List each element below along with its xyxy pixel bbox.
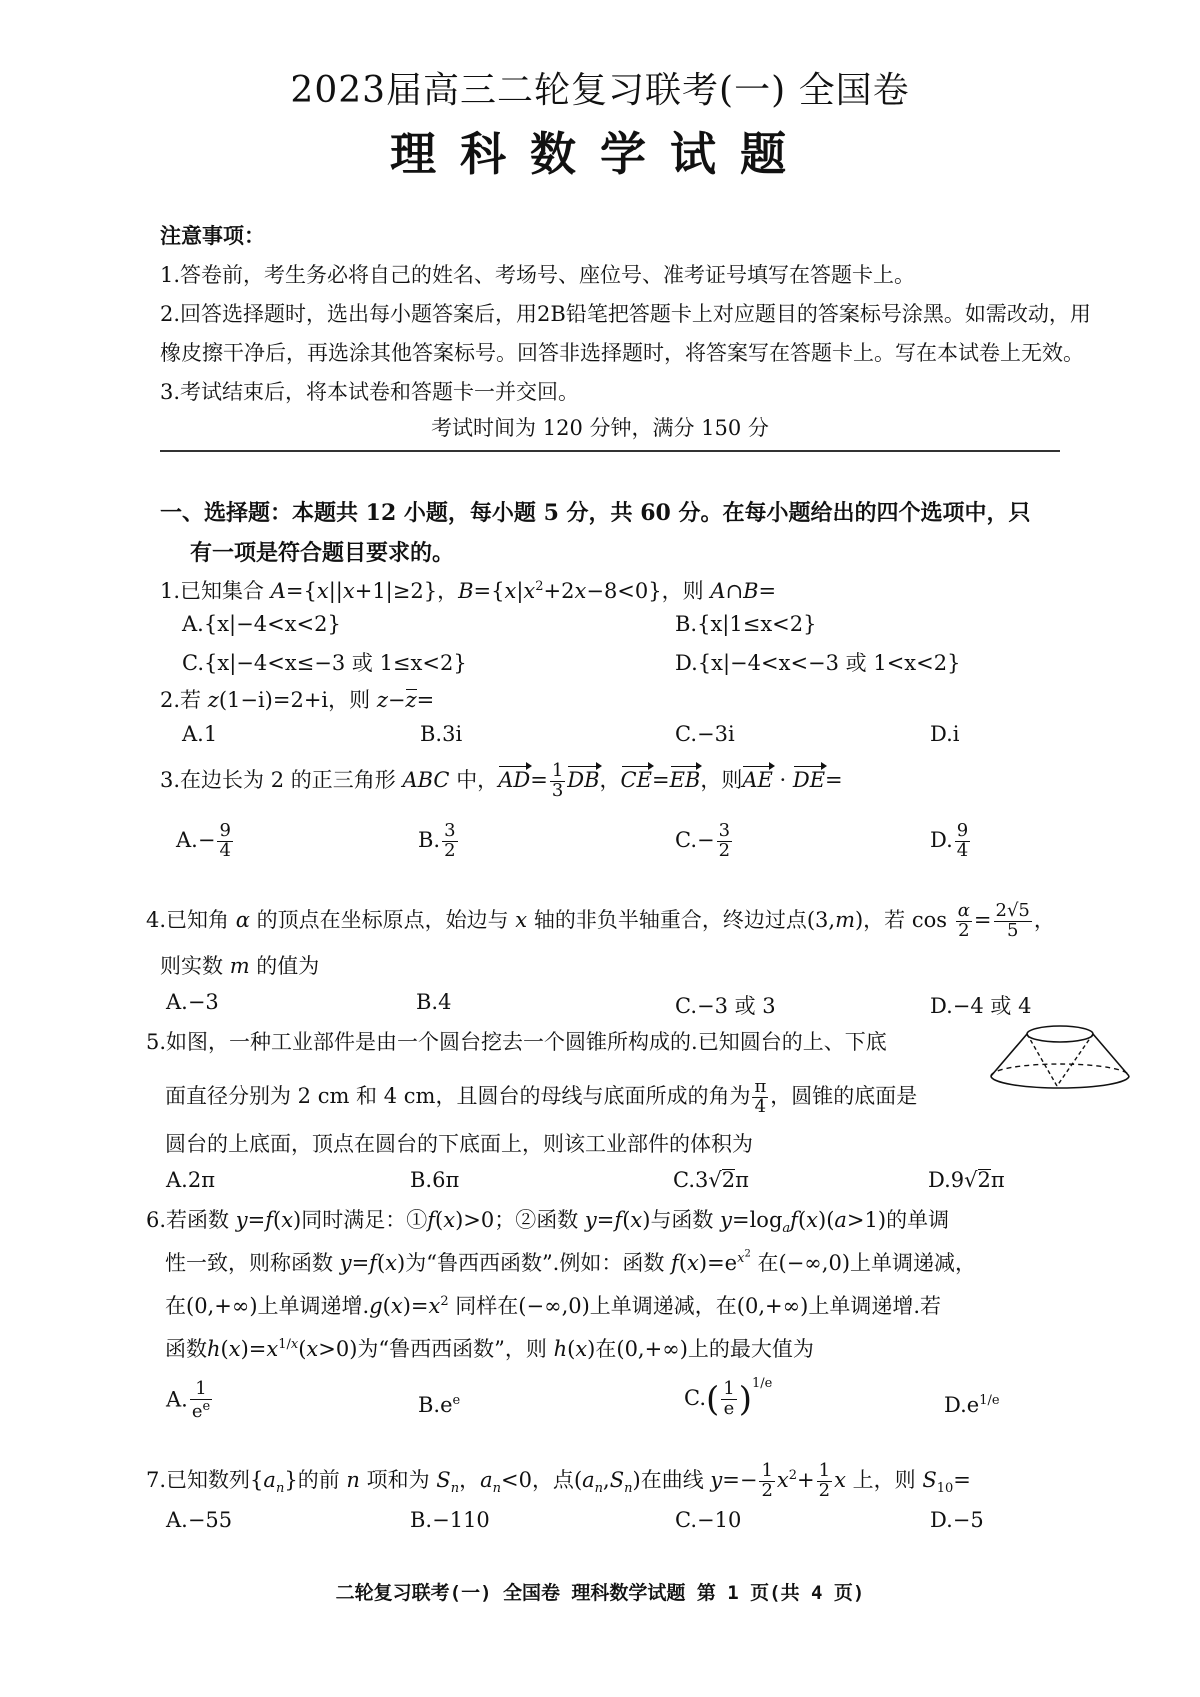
q4-option-c: C.−3 或 3 (675, 994, 776, 1018)
q5-stem-line3: 圆台的上底面，顶点在圆台的下底面上，则该工业部件的体积为 (165, 1132, 753, 1156)
q4-stem: 4.已知角 α 的顶点在坐标原点，始边与 x 轴的非负半轴重合，终边过点(3,m)，若 cos $\frac{\alpha}{2}$ = $\frac{2√5}{5}$ ， (146, 900, 1055, 941)
q1-option-b: B.{x|1≤x<2} (675, 612, 817, 636)
q6-option-a: A. $\frac{1}{e^e}$ (166, 1378, 211, 1422)
q6-stem-line4: 函数$h(x)=x^{1/x}(x>0)$为“鲁西西函数”，则 h(x)在(0,+∞)上的最大值为 (165, 1337, 814, 1361)
q7-option-b: B.−110 (410, 1508, 490, 1532)
notice-title: 注意事项： (160, 223, 265, 248)
q4-option-b: B.4 (416, 990, 452, 1014)
q6-option-d: $D.e^{1/e}$ (944, 1393, 1000, 1417)
q6-stem-line2: 性一致，则称函数 y=f(x)为“鲁西西函数”.例如：函数 $f(x)=e^{x^2}$ 在(−∞,0)上单调递减， (165, 1248, 977, 1275)
exam-title: 2023届高三二轮复习联考(一) 全国卷 (290, 70, 910, 111)
q2-option-a: A.1 (182, 722, 218, 746)
q3-option-c: C.− $\frac{3}{2}$ (675, 820, 731, 861)
q5-option-a: A.2π (166, 1168, 216, 1192)
q6-option-b: $B.e^e$ (418, 1393, 461, 1417)
q1-option-d: D.{x|−4<x<−3 或 1<x<2} (675, 651, 961, 675)
q7-stem: 7.已知数列$\{a_n\}$的前 n 项和为 $S_n$，$a_n<0$，点$(a_n,S_n)$在曲线 y=− $\frac{1}{2}$ $x^2+$ $\frac{1}{2}$ x 上，则 $S_{10}=$ (146, 1460, 971, 1501)
q3-option-d: D. $\frac{9}{4}$ (930, 820, 969, 861)
q5-option-b: B.6π (410, 1168, 460, 1192)
exam-time: 考试时间为 120 分钟，满分 150 分 (431, 416, 769, 440)
q6-stem-line1: 6.若函数 y=f(x)同时满足：①f(x)>0；②函数 y=f(x)与函数 $y=\log_af(x)(a>1)$的单调 (146, 1208, 950, 1237)
q5-option-d: D.9√2π (928, 1168, 1005, 1192)
q5-stem-line1: 5.如图，一种工业部件是由一个圆台挖去一个圆锥所构成的.已知圆台的上、下底 (146, 1030, 887, 1054)
q3-option-b: B. $\frac{3}{2}$ (418, 820, 456, 861)
notice-item-3: 3.考试结束后，将本试卷和答题卡一并交回。 (160, 380, 580, 404)
q4-option-a: A.−3 (166, 990, 219, 1014)
frustum-figure (985, 1022, 1135, 1092)
q2-option-c: C.−3i (675, 722, 735, 746)
q4-option-d: D.−4 或 4 (930, 994, 1032, 1018)
q7-option-d: D.−5 (930, 1508, 984, 1532)
section-heading: 一、选择题：本题共 12 小题，每小题 5 分，共 60 分。在每小题给出的四个选项中，只 (160, 500, 1031, 526)
notice-item-1: 1.答卷前，考生务必将自己的姓名、考场号、座位号、准考证号填写在答题卡上。 (160, 263, 916, 287)
page-footer: 二轮复习联考(一) 全国卷 理科数学试题 第 1 页(共 4 页) (335, 1582, 865, 1604)
q1-option-c: C.{x|−4<x≤−3 或 1≤x<2} (182, 651, 467, 675)
notice-item-2: 2.回答选择题时，选出每小题答案后，用2B铅笔把答题卡上对应题目的答案标号涂黑。如需改动，用 (160, 302, 1091, 326)
section-heading-cont: 有一项是符合题目要求的。 (190, 540, 455, 566)
q5-stem-line2: 面直径分别为 2 cm 和 4 cm，且圆台的母线与底面所成的角为 $\frac{\pi}{4}$ ，圆锥的底面是 (165, 1076, 918, 1117)
q2-stem: 2.若 z(1−i)=2+i，则 z−z= (160, 688, 435, 712)
q7-option-a: A.−55 (166, 1508, 233, 1532)
q5-option-c: C.3√2π (673, 1168, 749, 1192)
q6-stem-line3: 在(0,+∞)上单调递增$.g(x)=x^2$ 同样在(−∞,0)上单调递减，在(0,+∞)上单调递增.若 (165, 1294, 941, 1318)
q1-stem: 1.已知集合 A={x||x+1|≥2}，$B=\{x|x^2+2x-8<0\}$，则 A∩B= (160, 579, 777, 603)
q2-option-b: B.3i (420, 722, 463, 746)
q3-option-a: A.− $\frac{9}{4}$ (176, 820, 231, 861)
q7-option-c: C.−10 (675, 1508, 742, 1532)
notice-item-2-cont: 橡皮擦干净后，再选涂其他答案标号。回答非选择题时，将答案写在答题卡上。写在本试卷上无效。 (160, 341, 1084, 365)
q3-stem: 3.在边长为 2 的正三角形 ABC 中，AD= $\frac{1}{3}$ DB，CE=EB，则AE · DE= (160, 760, 843, 801)
divider (160, 450, 1060, 452)
q2-option-d: D.i (930, 722, 960, 746)
q6-option-c: C.( $\frac{1}{e}$ )$^{1/e}$ (684, 1376, 773, 1420)
q1-option-a: A.{x|−4<x<2} (182, 612, 341, 636)
q4-stem-cont: 则实数 m 的值为 (160, 954, 320, 978)
subject-title: 理科数学试题 (390, 127, 810, 181)
